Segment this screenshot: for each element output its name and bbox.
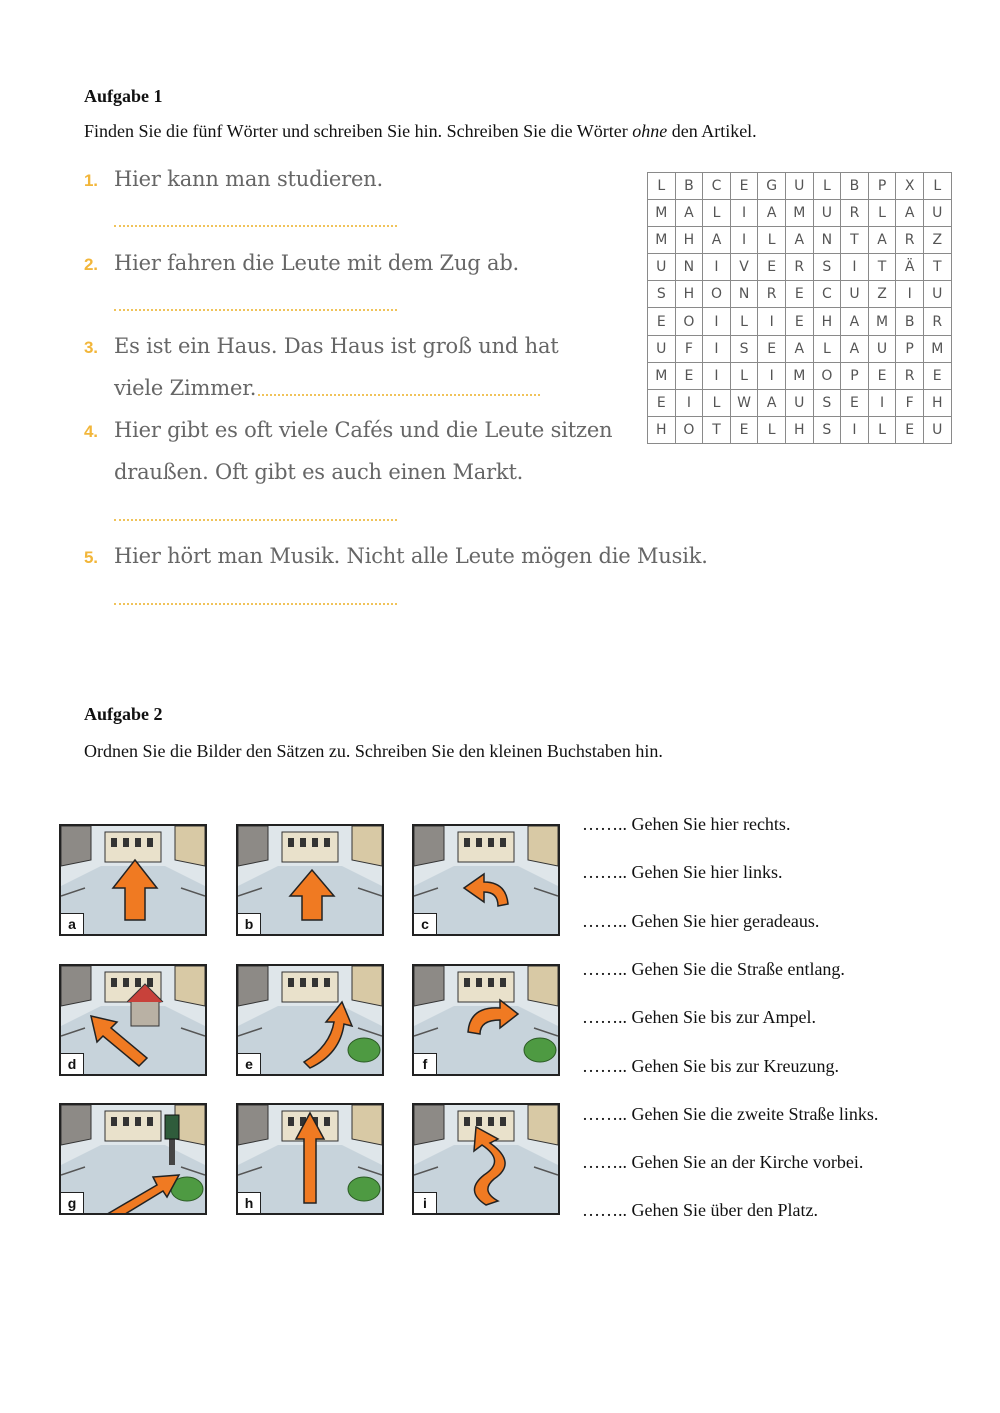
- grid-cell[interactable]: U: [648, 335, 676, 362]
- word-search-grid: [647, 172, 952, 444]
- picture-label: b: [238, 913, 261, 934]
- grid-cell[interactable]: I: [868, 389, 896, 416]
- grid-cell[interactable]: F: [675, 335, 703, 362]
- picture-g: [59, 1103, 207, 1215]
- grid-cell[interactable]: S: [813, 416, 841, 443]
- grid-cell[interactable]: H: [648, 416, 676, 443]
- grid-cell[interactable]: A: [785, 227, 813, 254]
- question-number: 2.: [84, 255, 98, 274]
- question-4-line-2: draußen. Oft gibt es auch einen Markt.: [114, 460, 524, 484]
- grid-cell[interactable]: E: [648, 389, 676, 416]
- grid-cell[interactable]: L: [923, 173, 951, 200]
- grid-cell[interactable]: E: [841, 389, 869, 416]
- grid-cell[interactable]: P: [896, 335, 924, 362]
- grid-row: [648, 173, 952, 200]
- grid-cell[interactable]: E: [730, 173, 758, 200]
- answer-line-2[interactable]: [114, 309, 397, 311]
- grid-cell[interactable]: H: [675, 281, 703, 308]
- grid-cell[interactable]: O: [675, 416, 703, 443]
- grid-cell[interactable]: I: [703, 308, 731, 335]
- instruction-text: Finden Sie die fünf Wörter und schreiben Sie hin. Schreiben Sie die Wörter: [84, 121, 633, 141]
- grid-cell[interactable]: A: [896, 200, 924, 227]
- grid-cell[interactable]: U: [923, 200, 951, 227]
- grid-cell[interactable]: I: [703, 362, 731, 389]
- grid-cell[interactable]: X: [896, 173, 924, 200]
- question-number: 5.: [84, 548, 98, 567]
- grid-cell[interactable]: V: [730, 254, 758, 281]
- grid-row: [648, 227, 952, 254]
- sentence-item[interactable]: …….. Gehen Sie bis zur Ampel.: [582, 1007, 816, 1028]
- grid-cell[interactable]: E: [648, 308, 676, 335]
- picture-label: h: [238, 1192, 261, 1213]
- grid-cell[interactable]: B: [896, 308, 924, 335]
- grid-cell[interactable]: M: [648, 200, 676, 227]
- grid-cell[interactable]: B: [841, 173, 869, 200]
- answer-line-4[interactable]: [114, 519, 397, 521]
- grid-cell[interactable]: A: [703, 227, 731, 254]
- grid-cell[interactable]: I: [730, 227, 758, 254]
- grid-cell[interactable]: R: [785, 254, 813, 281]
- sentence-item[interactable]: …….. Gehen Sie hier geradeaus.: [582, 910, 820, 931]
- grid-cell[interactable]: T: [923, 254, 951, 281]
- grid-cell[interactable]: L: [813, 335, 841, 362]
- grid-cell[interactable]: O: [813, 362, 841, 389]
- grid-cell[interactable]: I: [896, 281, 924, 308]
- grid-cell[interactable]: E: [896, 416, 924, 443]
- sentence-item[interactable]: …….. Gehen Sie bis zur Kreuzung.: [582, 1055, 839, 1076]
- answer-line-3[interactable]: [258, 394, 540, 396]
- picture-b: [236, 824, 384, 936]
- grid-cell[interactable]: H: [813, 308, 841, 335]
- grid-cell[interactable]: R: [896, 227, 924, 254]
- grid-cell[interactable]: H: [675, 227, 703, 254]
- grid-row: [648, 362, 952, 389]
- sentence-item[interactable]: …….. Gehen Sie die Straße entlang.: [582, 958, 845, 979]
- grid-cell[interactable]: A: [758, 200, 786, 227]
- grid-cell[interactable]: P: [868, 173, 896, 200]
- grid-cell[interactable]: Z: [923, 227, 951, 254]
- question-text: Hier fahren die Leute mit dem Zug ab.: [114, 251, 520, 275]
- grid-cell[interactable]: L: [730, 308, 758, 335]
- grid-cell[interactable]: R: [841, 200, 869, 227]
- grid-cell[interactable]: M: [648, 227, 676, 254]
- grid-cell[interactable]: H: [923, 389, 951, 416]
- grid-cell[interactable]: R: [896, 362, 924, 389]
- grid-cell[interactable]: C: [813, 281, 841, 308]
- picture-c: [412, 824, 560, 936]
- grid-cell[interactable]: Z: [868, 281, 896, 308]
- grid-cell[interactable]: R: [758, 281, 786, 308]
- grid-cell[interactable]: M: [785, 200, 813, 227]
- grid-cell[interactable]: E: [923, 362, 951, 389]
- task1-heading: Aufgabe 1: [84, 86, 163, 106]
- grid-cell[interactable]: U: [923, 281, 951, 308]
- task1-instruction: [84, 121, 757, 142]
- grid-cell[interactable]: S: [813, 389, 841, 416]
- grid-cell[interactable]: N: [813, 227, 841, 254]
- picture-i: [412, 1103, 560, 1215]
- grid-cell[interactable]: A: [675, 200, 703, 227]
- grid-cell[interactable]: M: [648, 362, 676, 389]
- grid-cell[interactable]: S: [730, 335, 758, 362]
- grid-cell[interactable]: U: [868, 335, 896, 362]
- grid-cell[interactable]: L: [758, 416, 786, 443]
- grid-cell[interactable]: S: [648, 281, 676, 308]
- question-3: [84, 334, 559, 358]
- grid-cell[interactable]: I: [703, 254, 731, 281]
- grid-row: [648, 335, 952, 362]
- instruction-emphasis: ohne: [632, 121, 668, 141]
- grid-cell[interactable]: A: [868, 227, 896, 254]
- grid-cell[interactable]: E: [785, 308, 813, 335]
- question-5: [84, 544, 708, 568]
- question-number: 3.: [84, 338, 98, 357]
- grid-cell[interactable]: E: [758, 254, 786, 281]
- grid-cell[interactable]: U: [785, 389, 813, 416]
- grid-cell[interactable]: R: [923, 308, 951, 335]
- grid-cell[interactable]: U: [923, 416, 951, 443]
- task2-heading: Aufgabe 2: [84, 704, 163, 724]
- grid-cell[interactable]: I: [703, 335, 731, 362]
- picture-label: c: [414, 913, 437, 934]
- grid-cell[interactable]: L: [813, 173, 841, 200]
- question-text: Hier gibt es oft viele Cafés und die Leute sitzen: [114, 418, 613, 442]
- sentence-item[interactable]: …….. Gehen Sie die zweite Straße links.: [582, 1103, 879, 1124]
- grid-cell[interactable]: C: [703, 173, 731, 200]
- grid-cell[interactable]: L: [648, 173, 676, 200]
- grid-cell[interactable]: I: [758, 308, 786, 335]
- picture-label: a: [61, 913, 84, 934]
- picture-label: d: [61, 1053, 84, 1074]
- question-text: Es ist ein Haus. Das Haus ist groß und hat: [114, 334, 559, 358]
- grid-cell[interactable]: N: [675, 254, 703, 281]
- grid-cell[interactable]: E: [675, 362, 703, 389]
- grid-cell[interactable]: I: [730, 200, 758, 227]
- grid-cell[interactable]: L: [703, 200, 731, 227]
- grid-cell[interactable]: I: [758, 362, 786, 389]
- question-text: Hier kann man studieren.: [114, 167, 383, 191]
- picture-d: [59, 964, 207, 1076]
- picture-label: f: [414, 1053, 437, 1074]
- grid-cell[interactable]: Ä: [896, 254, 924, 281]
- grid-cell[interactable]: A: [841, 335, 869, 362]
- grid-cell[interactable]: A: [758, 389, 786, 416]
- grid-row: [648, 281, 952, 308]
- grid-cell[interactable]: M: [923, 335, 951, 362]
- grid-cell[interactable]: A: [841, 308, 869, 335]
- question-2: [84, 251, 519, 275]
- grid-cell[interactable]: L: [758, 227, 786, 254]
- grid-row: [648, 416, 952, 443]
- grid-cell[interactable]: E: [868, 362, 896, 389]
- grid-cell[interactable]: F: [896, 389, 924, 416]
- grid-row: [648, 200, 952, 227]
- grid-cell[interactable]: I: [841, 254, 869, 281]
- grid-cell[interactable]: O: [675, 308, 703, 335]
- picture-f: [412, 964, 560, 1076]
- question-1: [84, 167, 383, 191]
- grid-row: [648, 254, 952, 281]
- picture-e: [236, 964, 384, 1076]
- grid-cell[interactable]: T: [841, 227, 869, 254]
- grid-cell[interactable]: T: [703, 416, 731, 443]
- sentence-item[interactable]: …….. Gehen Sie hier links.: [582, 862, 783, 883]
- answer-line-1[interactable]: [114, 225, 397, 227]
- picture-a: [59, 824, 207, 936]
- grid-cell[interactable]: W: [730, 389, 758, 416]
- grid-cell[interactable]: H: [785, 416, 813, 443]
- question-4: [84, 418, 612, 442]
- picture-label: i: [414, 1192, 437, 1213]
- grid-cell[interactable]: A: [785, 335, 813, 362]
- question-number: 1.: [84, 171, 98, 190]
- sentence-item[interactable]: …….. Gehen Sie an der Kirche vorbei.: [582, 1152, 864, 1173]
- picture-h: [236, 1103, 384, 1215]
- grid-cell[interactable]: S: [813, 254, 841, 281]
- grid-cell[interactable]: L: [868, 200, 896, 227]
- sentence-item[interactable]: …….. Gehen Sie über den Platz.: [582, 1200, 818, 1221]
- grid-cell[interactable]: M: [868, 308, 896, 335]
- answer-line-5[interactable]: [114, 603, 397, 605]
- grid-cell[interactable]: L: [868, 416, 896, 443]
- grid-cell[interactable]: I: [841, 416, 869, 443]
- grid-cell[interactable]: I: [675, 389, 703, 416]
- grid-cell[interactable]: O: [703, 281, 731, 308]
- question-text: Hier hört man Musik. Nicht alle Leute mögen die Musik.: [114, 544, 708, 568]
- grid-cell[interactable]: M: [785, 362, 813, 389]
- grid-row: [648, 389, 952, 416]
- grid-cell[interactable]: B: [675, 173, 703, 200]
- instruction-text-end: den Artikel.: [667, 121, 757, 141]
- grid-cell[interactable]: U: [813, 200, 841, 227]
- grid-cell[interactable]: U: [648, 254, 676, 281]
- picture-label: g: [61, 1192, 84, 1213]
- sentence-item[interactable]: …….. Gehen Sie hier rechts.: [582, 814, 791, 834]
- grid-cell[interactable]: U: [841, 281, 869, 308]
- grid-cell[interactable]: G: [758, 173, 786, 200]
- grid-cell[interactable]: T: [868, 254, 896, 281]
- question-3-line-2: viele Zimmer.: [114, 376, 257, 400]
- grid-cell[interactable]: L: [730, 362, 758, 389]
- picture-label: e: [238, 1053, 261, 1074]
- grid-cell[interactable]: U: [785, 173, 813, 200]
- grid-cell[interactable]: N: [730, 281, 758, 308]
- grid-cell[interactable]: E: [758, 335, 786, 362]
- question-number: 4.: [84, 422, 98, 441]
- grid-cell[interactable]: E: [730, 416, 758, 443]
- grid-cell[interactable]: P: [841, 362, 869, 389]
- grid-row: [648, 308, 952, 335]
- task2-instruction: Ordnen Sie die Bilder den Sätzen zu. Schreiben Sie den kleinen Buchstaben hin.: [84, 741, 663, 761]
- grid-cell[interactable]: L: [703, 389, 731, 416]
- grid-cell[interactable]: E: [785, 281, 813, 308]
